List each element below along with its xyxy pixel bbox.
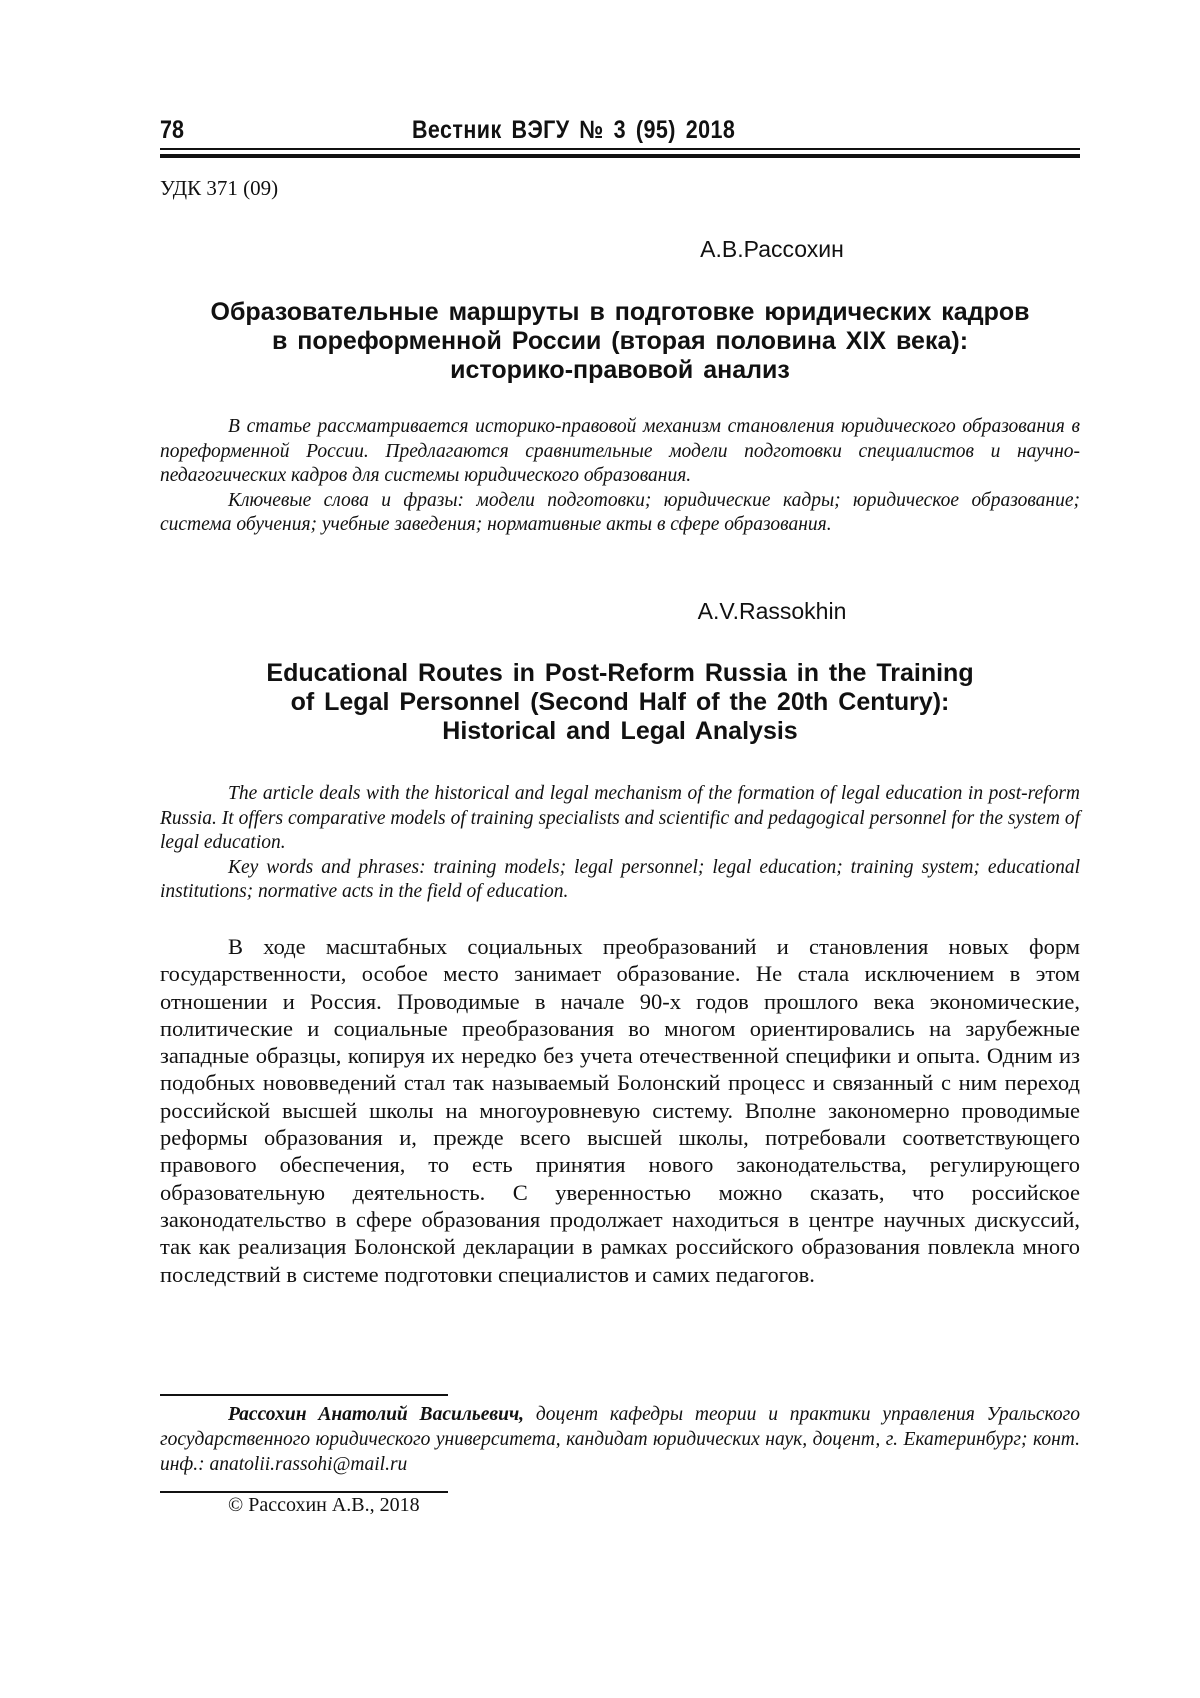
title-ru-line: историко-правовой анализ [450,356,790,384]
footnote-author-name: Рассохин Анатолий Васильевич, [228,1404,525,1425]
page-number: 78 [160,116,184,144]
footnote-text [160,1402,1080,1477]
keywords-en: Key words and phrases: training models; legal personnel; legal education; training system; educational institutions; normative acts in the field of education. [160,856,1080,902]
author-footnote [160,1402,1080,1477]
article-title-en [160,659,1080,746]
journal-title: Вестник ВЭГУ № 3 (95) 2018 [411,116,736,144]
footnote-rule [160,1394,448,1396]
copyright-notice: © Рассохин А.В., 2018 [228,1494,420,1516]
header-rule-thin [160,148,1080,150]
running-header [160,110,951,150]
author-ru: А.В.Рассохин [700,236,844,262]
title-ru-line: в пореформенной России (вторая половина XIX века): [271,327,969,355]
abstract-en [160,782,1080,905]
copyright-rule [160,1491,448,1493]
journal-page [160,0,1080,1698]
article-title-ru [160,298,1080,385]
abstract-ru [160,415,1080,538]
udk-code: УДК 371 (09) [160,176,279,200]
abstract-ru-text: В статье рассматривается историко-правовой механизм становления юридического образования в пореформенной России. Предлагаются сравнительные модели подготовки специалистов и научно-педагогических кадров для системы юридического образования. [160,416,1080,486]
body-text [160,933,1080,1288]
header-rule-thick [160,154,1080,158]
body-paragraph: В ходе масштабных социальных преобразований и становления новых форм государственности, особое место занимает образование. Не стала исключением в этом отношении и Россия. Проводимые в начале 90-х годов прошлого века экономические, политические и социальные преобразования во многом ориентировались на зарубежные западные образцы, копируя их нередко без учета отечественной специфики и опыта. Одним из подобных нововведений стал так называемый Болонский процесс и связанный с ним переход российской высшей школы на многоуровневую систему. Вполне закономерно проводимые реформы образования и, прежде всего высшей школы, потребовали соответствующего правового обеспечения, то есть принятия нового законодательства, регулирующего образовательную деятельность. С уверенностью можно сказать, что российское законодательство в сфере образования продолжает находиться в центре научных дискуссий, так как реализация Болонской декларации в рамках российского образования повлекла много последствий в системе подготовки специалистов и самих педагогов. [160,934,1080,1287]
author-en: A.V.Rassokhin [697,598,847,624]
abstract-en-text: The article deals with the historical and legal mechanism of the formation of legal education in post-reform Russia. It offers comparative models of training specialists and scientific and pedagogical personnel for the system of legal education. [160,783,1080,853]
title-ru-line: Образовательные маршруты в подготовке юридических кадров [210,298,1030,326]
footnote-author-info: доцент кафедры теории и практики управления Уральского государственного юридического университета, кандидат юридических наук, доцент, г. Екатеринбург; конт. инф.: anatolii.rassohi@mail.ru [160,1404,1080,1475]
keywords-ru: Ключевые слова и фразы: модели подготовки; юридические кадры; юридическое образование; система обучения; учебные заведения; нормативные акты в сфере образования. [160,489,1080,535]
title-en-line: Educational Routes in Post-Reform Russia in the Training [266,659,974,687]
title-en-line: Historical and Legal Analysis [442,717,798,745]
title-en-line: of Legal Personnel (Second Half of the 20th Century): [290,688,950,716]
